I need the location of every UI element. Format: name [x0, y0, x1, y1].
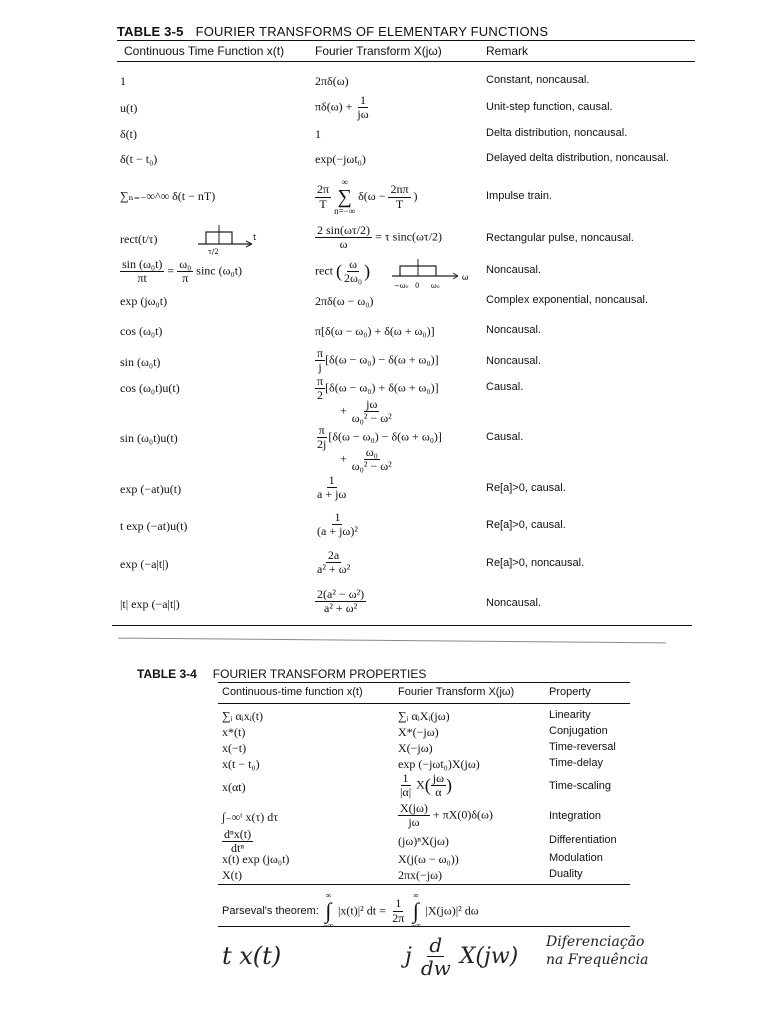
- table2-header-prop: Property: [549, 686, 591, 698]
- t1-fn-delayed-delta: δ(t − t₀): [120, 152, 158, 166]
- t2-fn-linearity: ∑ᵢ αᵢxᵢ(t): [222, 709, 264, 723]
- t1-fn-rect: rect(t/τ): [120, 232, 158, 246]
- t2-ft-conjugation: X*(−jω): [398, 725, 439, 739]
- t1-remark-t-exp: Re[a]>0, causal.: [486, 519, 566, 531]
- table2-header-rule: [218, 703, 630, 704]
- table1-header-fn: Continuous Time Function x(t): [124, 44, 285, 58]
- t2-ft-time-scaling: $\frac{1}{|\alpha|}$ X( $\frac{j\omega}{\alpha}$ ): [400, 771, 452, 800]
- rect-sketch-t-label: t: [253, 233, 257, 242]
- t1-fn-exp-causal: exp (−at)u(t): [120, 482, 182, 496]
- t1-ft-impulse-train: $\frac{2\pi}{T}$ ∞ ∑ n=−∞ δ(ω − $\frac{2n\pi}{T}$ ): [317, 177, 418, 216]
- table2-header-ft: Fourier Transform X(jω): [398, 686, 515, 698]
- t2-ft-modulation: X(j(ω − ω₀)): [398, 852, 459, 866]
- t2-ft-integration: $\frac{X(j\omega)}{j\omega}$ + πX(0)δ(ω): [400, 801, 493, 830]
- t1-ft-unit-step: πδ(ω) + $\frac{1}{j\omega}$: [315, 93, 369, 122]
- rect-pulse-sketch: [196, 222, 258, 256]
- t1-ft-exp-causal: $\frac{1}{a + j\omega}$: [317, 473, 347, 502]
- page-cut-line: [118, 638, 666, 644]
- table2-title: FOURIER TRANSFORM PROPERTIES: [212, 667, 427, 681]
- t2-prop-conjugation: Conjugation: [549, 725, 608, 737]
- t2-ft-linearity: ∑ᵢ αᵢXᵢ(jω): [398, 709, 450, 723]
- t2-prop-time-delay: Time-delay: [549, 757, 603, 769]
- t1-ft-delayed-delta: exp(−jωt₀): [315, 152, 366, 166]
- handwritten-function: t x(t): [222, 942, 282, 970]
- handwritten-note-line2: na Frequência: [546, 952, 649, 968]
- t1-remark-delayed-delta: Delayed delta distribution, noncausal.: [486, 152, 669, 164]
- table2-bottom-rule: [218, 926, 630, 927]
- table1-bottom-rule: [112, 625, 692, 626]
- t1-remark-sinc: Noncausal.: [486, 264, 542, 276]
- table1-header-ft: Fourier Transform X(jω): [315, 44, 442, 58]
- t2-fn-modulation: x(t) exp (jω₀t): [222, 852, 290, 866]
- rect-sketch-tau-label: τ/2: [208, 248, 219, 256]
- t1-remark-complex-exp: Complex exponential, noncausal.: [486, 294, 649, 306]
- t2-fn-duality: X(t): [222, 868, 242, 882]
- t1-ft-complex-exp: 2πδ(ω − ω₀): [315, 294, 374, 308]
- t2-prop-time-scaling: Time-scaling: [549, 780, 611, 792]
- t1-fn-constant: 1: [120, 74, 126, 88]
- t1-fn-complex-exp: exp (jω₀t): [120, 294, 168, 308]
- sinc-sketch-neg-w0: −ω₀: [394, 282, 409, 290]
- t1-remark-cos: Noncausal.: [486, 324, 542, 336]
- t1-remark-constant: Constant, noncausal.: [486, 74, 590, 86]
- table1-header-rule: [117, 61, 695, 62]
- parseval-label: Parseval's theorem:: [222, 905, 319, 917]
- t1-fn-unit-step: u(t): [120, 101, 138, 115]
- handwritten-note-line1: Diferenciação: [546, 934, 645, 950]
- t1-ft-delta: 1: [315, 127, 321, 141]
- t2-prop-integration: Integration: [549, 810, 601, 822]
- table2-top-rule: [218, 682, 630, 683]
- t1-remark-t-exp-abs: Noncausal.: [486, 597, 542, 609]
- t2-prop-duality: Duality: [549, 868, 583, 880]
- t1-remark-sin-causal: Causal.: [486, 431, 524, 443]
- t1-remark-delta: Delta distribution, noncausal.: [486, 127, 628, 139]
- sinc-sketch-w: ω: [462, 273, 469, 282]
- t1-remark-unit-step: Unit-step function, causal.: [486, 101, 613, 113]
- table2-header-fn: Continuous-time function x(t): [222, 686, 363, 698]
- t1-fn-cos: cos (ω₀t): [120, 324, 163, 338]
- t2-ft-time-reversal: X(−jω): [398, 741, 433, 755]
- t1-ft-sin-causal-term: + $\frac{\text{ω₀}}{\text{ω₀² − ω²}}$: [340, 445, 392, 474]
- sinc-sketch-w0: ω₀: [431, 282, 440, 290]
- t1-ft-sin: $\frac{\pi}{j}$ [δ(ω − ω₀) − δ(ω + ω₀)]: [317, 346, 439, 375]
- table2-mid-rule: [218, 884, 630, 885]
- t1-remark-sin: Noncausal.: [486, 355, 542, 367]
- table1-top-rule: [117, 40, 695, 41]
- t1-fn-impulse-train: ∑ₙ₌₋∞^∞ δ(t − nT): [120, 189, 216, 203]
- t1-ft-cos: π[δ(ω − ω₀) + δ(ω + ω₀)]: [315, 324, 435, 338]
- t2-fn-time-reversal: x(−t): [222, 741, 247, 755]
- t2-prop-linearity: Linearity: [549, 709, 591, 721]
- t2-fn-differentiation: $\frac{\text{dⁿx(t)}}{\text{dtⁿ}}$: [224, 827, 252, 856]
- t1-ft-t-exp: $\frac{1}{\text{(a + jω)²}}$: [317, 510, 358, 539]
- t1-ft-exp-abs: $\frac{2a}{\text{a² + ω²}}$: [317, 548, 351, 577]
- t2-ft-differentiation: (jω)ⁿX(jω): [398, 834, 449, 848]
- t1-fn-delta: δ(t): [120, 127, 137, 141]
- t1-ft-sinc: rect ( $\frac{\omega}{\text{2ω₀}}$ ): [315, 257, 371, 286]
- sinc-sketch-zero: 0: [415, 282, 420, 290]
- t1-ft-cos-causal: $\frac{\pi}{2}$ [δ(ω − ω₀) + δ(ω + ω₀)]: [317, 374, 439, 403]
- t1-ft-constant: 2πδ(ω): [315, 74, 349, 88]
- sinc-spectrum-sketch: [386, 258, 474, 290]
- parseval-theorem: Parseval's theorem: ∞ ∫ |x(t)|² dt = $\frac{1}{2\pi}$ ∞ ∫ |X(jω)|² dω: [222, 891, 479, 925]
- t1-fn-cos-causal: cos (ω₀t)u(t): [120, 381, 180, 395]
- t1-remark-rect: Rectangular pulse, noncausal.: [486, 232, 634, 244]
- t2-prop-modulation: Modulation: [549, 852, 603, 864]
- t1-ft-t-exp-abs: $\frac{\text{2(a² − ω²)}}{\text{a² + ω²}}$: [317, 587, 365, 616]
- t1-ft-cos-causal-term: + $\frac{j\omega}{\text{ω₀² − ω²}}$: [340, 397, 392, 426]
- table1-heading: [117, 24, 548, 39]
- table2-heading: [137, 667, 426, 681]
- t1-fn-t-exp: t exp (−at)u(t): [120, 519, 188, 533]
- t2-fn-integration: ∫₋∞ᵗ x(τ) dτ: [222, 810, 279, 824]
- table1-number: TABLE 3-5: [117, 24, 184, 39]
- t1-ft-rect: $\frac{2 \sin(\omega\tau/2)}{\omega}$ = τ sinc(ωτ/2): [317, 223, 443, 252]
- t1-ft-sin-causal: $\frac{\pi}{2j}$ [δ(ω − ω₀) − δ(ω + ω₀)]: [317, 423, 442, 452]
- t2-ft-duality: 2πx(−jω): [398, 868, 443, 882]
- t2-ft-time-delay: exp (−jωt₀)X(jω): [398, 757, 480, 771]
- t1-fn-sinc: $\frac{\text{sin (ω₀t)}}{\pi t}$ = $\frac{\text{ω₀}}{\pi}$ sinc (ω₀t): [122, 257, 243, 286]
- t2-prop-time-reversal: Time-reversal: [549, 741, 616, 753]
- table1-header-remark: Remark: [486, 44, 529, 58]
- t2-fn-time-delay: x(t − t₀): [222, 757, 260, 771]
- t2-fn-time-scaling: x(αt): [222, 780, 246, 794]
- t1-remark-exp-abs: Re[a]>0, noncausal.: [486, 557, 585, 569]
- handwritten-transform: j $\frac{d}{dw}$ X(jw): [405, 933, 519, 980]
- t1-remark-exp-causal: Re[a]>0, causal.: [486, 482, 566, 494]
- t1-fn-exp-abs: exp (−a|t|): [120, 557, 169, 571]
- table2-number: TABLE 3-4: [137, 667, 197, 681]
- t2-prop-differentiation: Differentiation: [549, 834, 617, 846]
- t2-fn-conjugation: x*(t): [222, 725, 246, 739]
- table1-title: FOURIER TRANSFORMS OF ELEMENTARY FUNCTIONS: [195, 24, 549, 39]
- t1-fn-t-exp-abs: |t| exp (−a|t|): [120, 597, 180, 611]
- t1-remark-impulse-train: Impulse train.: [486, 190, 553, 202]
- t1-fn-sin: sin (ω₀t): [120, 355, 161, 369]
- t1-fn-sin-causal: sin (ω₀t)u(t): [120, 431, 178, 445]
- t1-remark-cos-causal: Causal.: [486, 381, 524, 393]
